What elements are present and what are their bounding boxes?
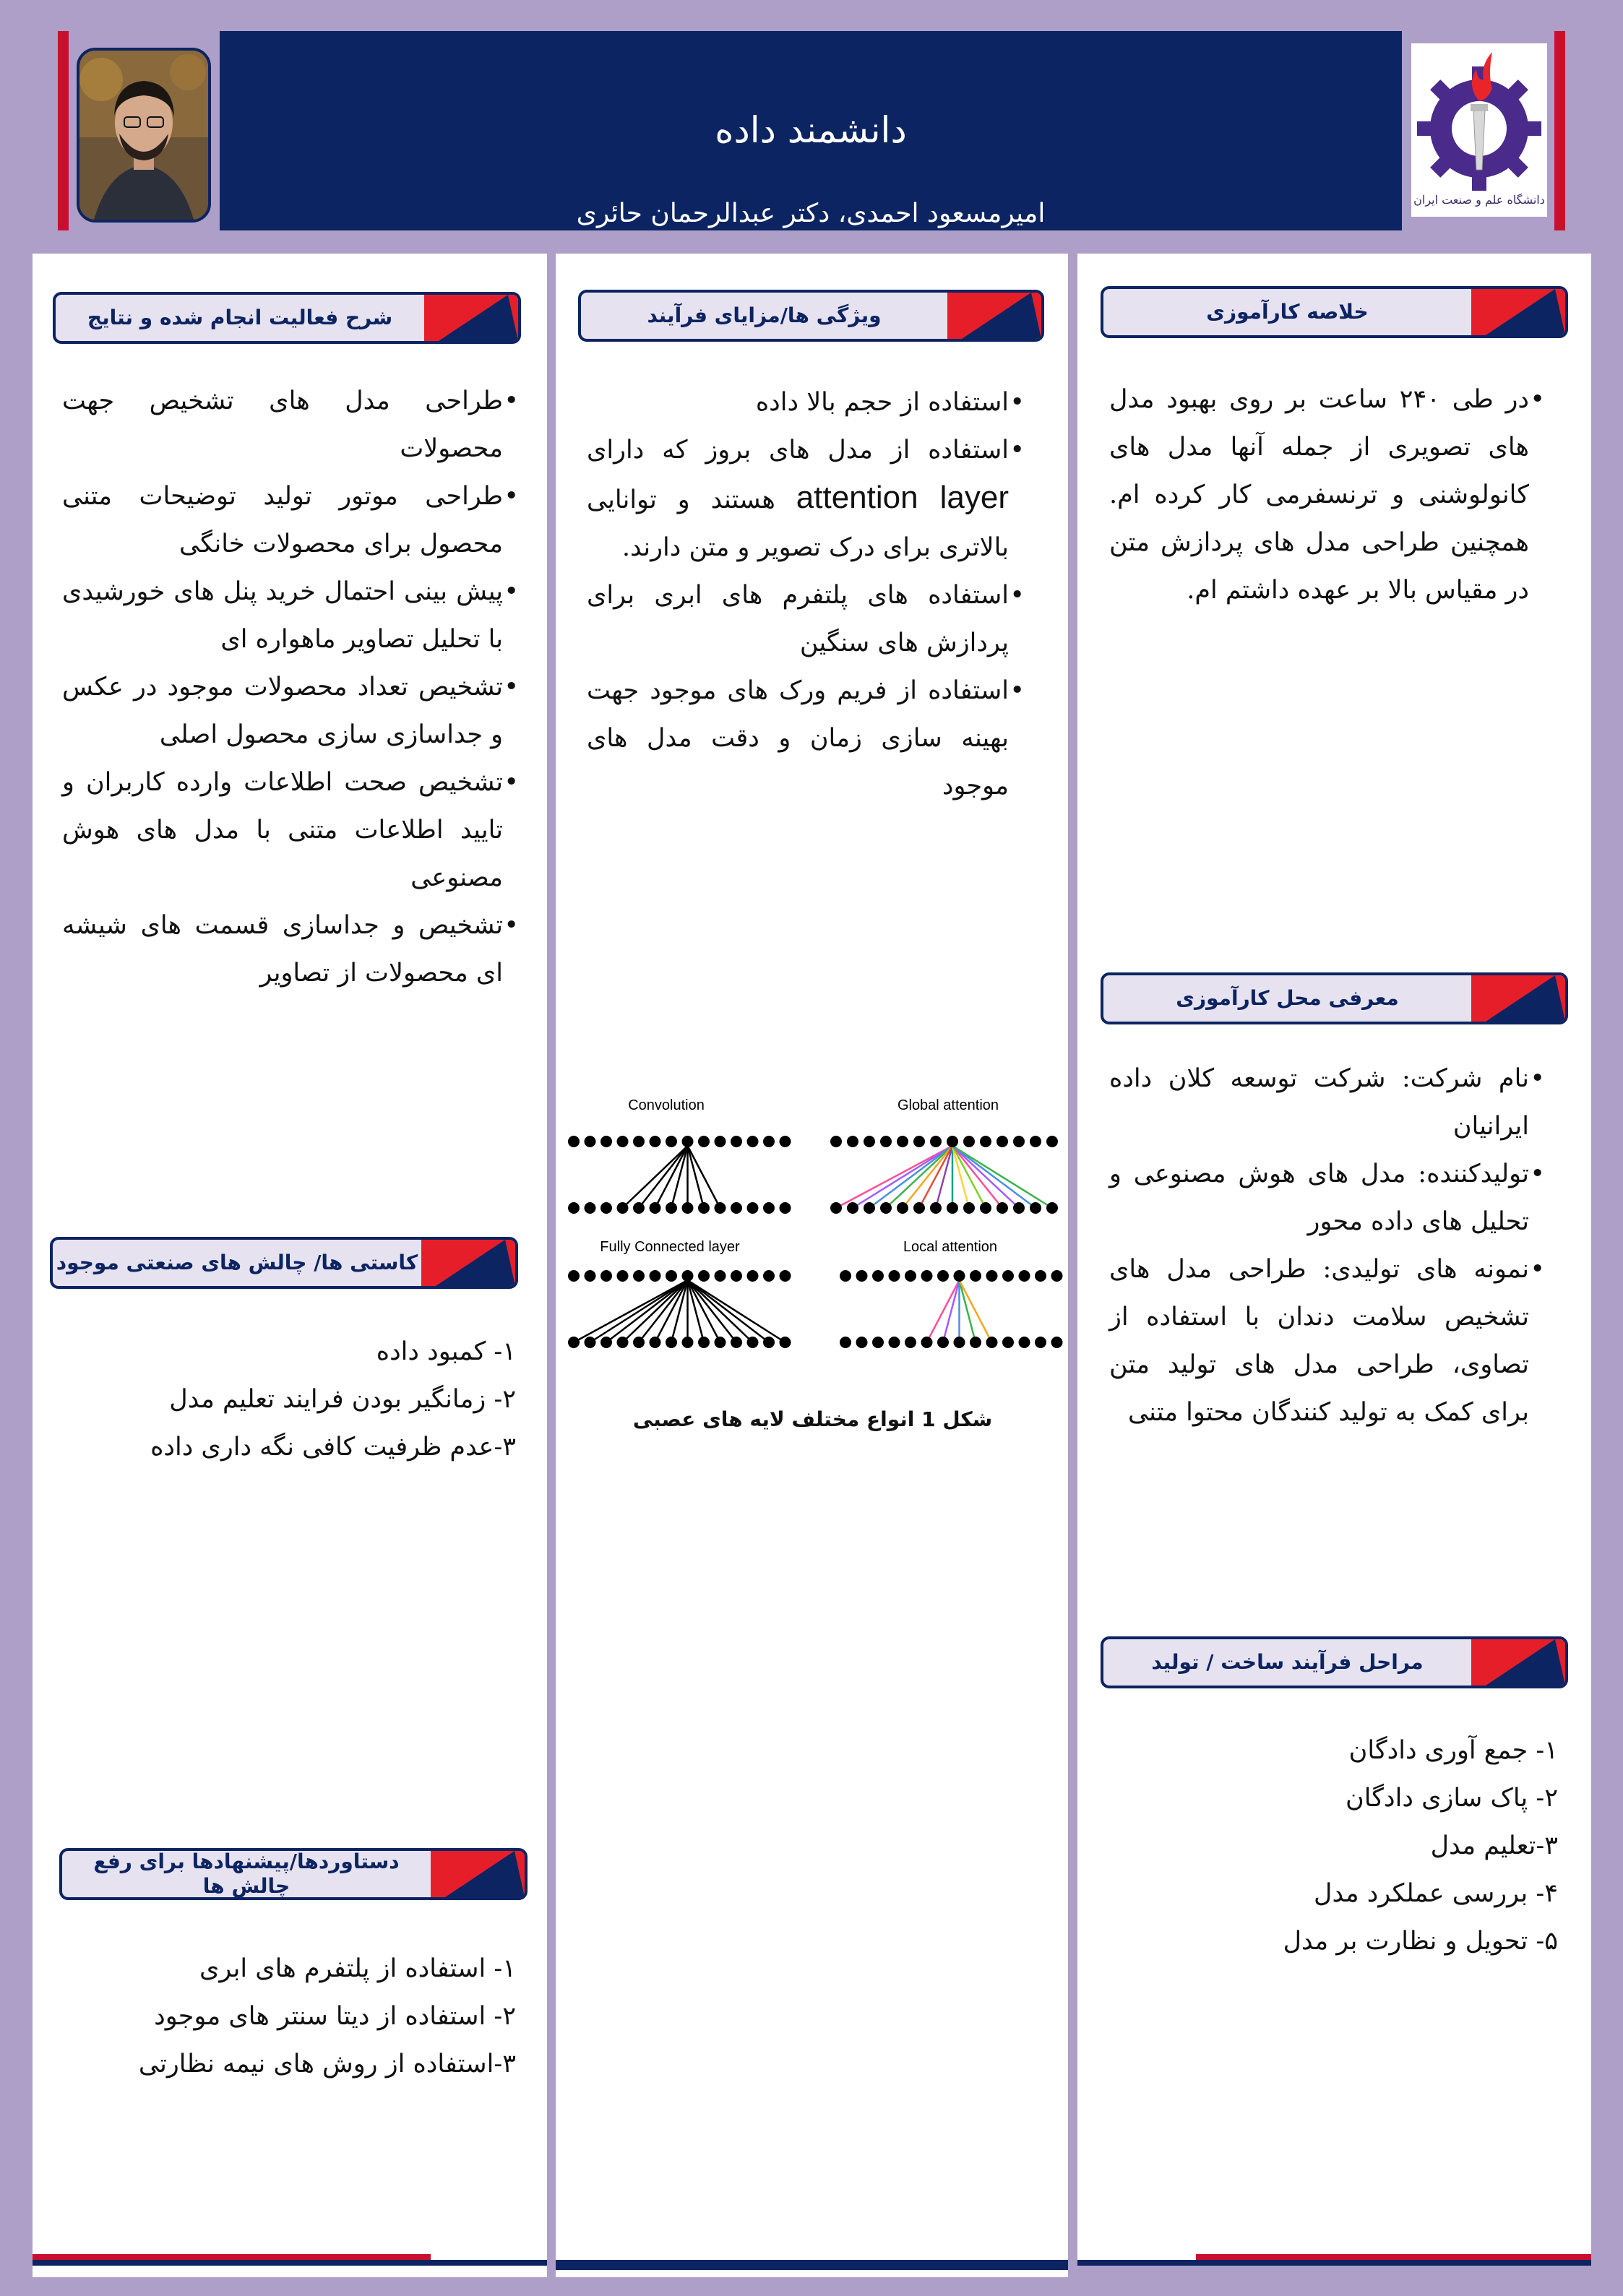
activity-bullet: • طراحی موتور تولید توضیحات متنی محصول برای محصولات خانگی: [62, 472, 519, 568]
feature-bullet: • استفاده های پلتفرم های ابری برای پردازش های سنگین: [587, 571, 1025, 667]
section-header-company: [1101, 972, 1568, 1024]
neuron-node: [682, 1136, 694, 1147]
company-text: [1109, 1055, 1545, 1436]
neuron-node: [905, 1270, 916, 1282]
company-bullet: • نام شرکت: شرکت توسعه کلان داده ایرانیان: [1109, 1055, 1545, 1150]
neuron-node: [980, 1202, 991, 1214]
neuron-node: [650, 1337, 661, 1348]
neuron-node: [970, 1270, 981, 1282]
poster-authors: امیرمسعود احمدی، دکتر عبدالرحمان حائری: [576, 199, 1046, 228]
neural-layer-figure: [558, 1091, 1067, 1365]
edge-line: [943, 1280, 960, 1342]
neuron-node: [698, 1202, 710, 1214]
neuron-node: [847, 1202, 858, 1214]
neuron-node: [666, 1136, 677, 1147]
activity-bullet: • تشخیص صحت اطلاعات وارده کاربران و تایید اطلاعات متنی با مدل های هوش مصنوعی: [62, 759, 519, 902]
neuron-node: [905, 1337, 916, 1348]
section-header-features: [578, 290, 1044, 342]
neuron-node: [600, 1337, 612, 1348]
neuron-node: [568, 1202, 580, 1214]
neuron-node: [840, 1337, 851, 1348]
challenge-item: ۲- زمانگیر بودن فرایند تعلیم مدل: [169, 1385, 516, 1414]
neuron-node: [937, 1270, 949, 1282]
neuron-node: [830, 1136, 842, 1147]
neuron-node: [897, 1202, 908, 1214]
neuron-node: [1035, 1337, 1046, 1348]
company-bullet: • تولیدکننده: مدل های هوش مصنوعی و تحلیل های داده محور: [1109, 1150, 1545, 1246]
edge-line: [927, 1280, 960, 1342]
neuron-node: [1051, 1270, 1063, 1282]
section-title: خلاصه کارآموزی: [1206, 300, 1369, 324]
neuron-node: [715, 1337, 726, 1348]
footer-stripe-navy-left: [33, 2260, 547, 2266]
edge-line: [688, 1146, 720, 1208]
activity-bullet: • پیش بینی احتمال خرید پنل های خورشیدی با تحلیل تصاویر ماهواره ای: [62, 568, 519, 663]
panel-label-global-attention: Global attention: [897, 1097, 999, 1113]
footer-stripe-navy-mid: [556, 2260, 1068, 2270]
panel-label-fully-connected: Fully Connected layer: [600, 1239, 740, 1255]
neuron-node: [715, 1202, 726, 1214]
neuron-node: [1013, 1136, 1025, 1147]
neuron-node: [872, 1337, 884, 1348]
neuron-node: [986, 1270, 998, 1282]
section-header-solutions: [59, 1848, 528, 1900]
university-torch-gear-logo-icon: [1411, 43, 1547, 217]
neuron-node: [780, 1202, 791, 1214]
footer-stripe-red-left: [33, 2254, 431, 2260]
solution-item: ۳-استفاده از روش های نیمه نظارتی: [138, 2050, 516, 2079]
neuron-node: [780, 1270, 791, 1282]
summary-bullet: • در طی ۲۴۰ ساعت بر روی بهبود مدل های تصویری از جمله آنها مدل های کانولوشنی و ترنسفرمی کار کرده ام. همچنین طراحی مدل های پردازش متن در مقیاس بالا بر عهده داشتم ام.: [1109, 376, 1545, 614]
neuron-node: [1046, 1202, 1058, 1214]
section-title: دستاوردها/پیشنهادها برای رفع چالش ها: [93, 1850, 400, 1898]
neuron-node: [763, 1136, 775, 1147]
solutions-list: [108, 1945, 516, 2088]
header-right-accent: [1554, 31, 1565, 230]
neuron-node: [913, 1136, 925, 1147]
university-logo: [1411, 43, 1547, 217]
activities-text: [62, 377, 519, 997]
section-title: معرفی محل کارآموزی: [1176, 986, 1399, 1010]
neuron-node: [880, 1136, 892, 1147]
logo-caption: دانشگاه علم و صنعت ایران: [1413, 193, 1545, 207]
neuron-node: [585, 1202, 596, 1214]
global-attention-diagram: [830, 1136, 1058, 1214]
neuron-node: [1046, 1136, 1058, 1147]
neuron-node: [847, 1136, 858, 1147]
company-bullet: • نمونه های تولیدی: طراحی مدل های تشخیص سلامت دندان با استفاده از تصاوی، طراحی مدل های تولید متن برای کمک به تولید کنندگان محتوا متنی: [1109, 1246, 1545, 1436]
local-attention-diagram: [840, 1270, 1063, 1348]
process-step: ۳-تعلیم مدل: [1430, 1831, 1558, 1860]
section-title: ویژگی ها/مزایای فرآیند: [647, 303, 882, 327]
neuron-node: [585, 1337, 596, 1348]
section-title: مراحل فرآیند ساخت / تولید: [1151, 1650, 1424, 1674]
neuron-node: [921, 1337, 933, 1348]
neuron-node: [617, 1270, 629, 1282]
edge-line: [952, 1146, 1019, 1208]
section-header-process: [1101, 1636, 1568, 1688]
neuron-node: [600, 1270, 612, 1282]
neuron-node: [954, 1337, 965, 1348]
neuron-node: [731, 1270, 742, 1282]
feature-text: هستند و توانایی بالاتری برای درک تصویر و متن دارند.: [587, 485, 1009, 562]
neuron-node: [947, 1136, 958, 1147]
neuron-node: [682, 1202, 694, 1214]
process-step: ۴- بررسی عملکرد مدل: [1314, 1879, 1558, 1908]
neuron-node: [666, 1202, 677, 1214]
feature-bullet: [587, 426, 1025, 571]
feature-text: استفاده از مدل های بروز که دارای: [587, 436, 1009, 465]
neuron-node: [600, 1202, 612, 1214]
neuron-node: [585, 1270, 596, 1282]
neuron-node: [568, 1337, 580, 1348]
neuron-node: [682, 1270, 694, 1282]
neuron-node: [682, 1337, 694, 1348]
neuron-node: [650, 1202, 661, 1214]
section-flag-icon: [1471, 1639, 1565, 1686]
neuron-node: [864, 1202, 875, 1214]
header-banner: [220, 31, 1402, 230]
portrait-photo-icon: [79, 51, 208, 220]
neuron-node: [963, 1202, 975, 1214]
section-flag-icon: [947, 293, 1041, 339]
features-text: [587, 379, 1025, 810]
footer-stripe-navy-right: [1077, 2260, 1591, 2266]
neuron-node: [698, 1270, 710, 1282]
neuron-node: [970, 1337, 981, 1348]
neuron-node: [986, 1337, 998, 1348]
neuron-node: [1019, 1337, 1030, 1348]
neuron-node: [1030, 1202, 1041, 1214]
convolution-diagram: [568, 1136, 791, 1214]
neuron-node: [880, 1202, 892, 1214]
panel-label-convolution: Convolution: [628, 1097, 705, 1113]
author-photo: [77, 48, 211, 223]
neuron-node: [830, 1202, 842, 1214]
neuron-node: [856, 1337, 868, 1348]
neuron-node: [963, 1136, 975, 1147]
neuron-node: [731, 1337, 742, 1348]
neuron-node: [1002, 1337, 1014, 1348]
process-step: ۵- تحویل و نظارت بر مدل: [1283, 1927, 1558, 1956]
neuron-node: [633, 1337, 645, 1348]
solution-item: ۲- استفاده از دیتا سنتر های موجود: [154, 2002, 516, 2031]
section-header-activities: [53, 292, 521, 344]
neuron-node: [666, 1270, 677, 1282]
neuron-node: [889, 1270, 900, 1282]
neuron-node: [930, 1136, 942, 1147]
neuron-node: [996, 1202, 1008, 1214]
challenge-item: ۱- کمبود داده: [376, 1337, 516, 1366]
neuron-node: [715, 1270, 726, 1282]
neuron-node: [617, 1337, 629, 1348]
neuron-node: [633, 1202, 645, 1214]
feature-bullet: • استفاده از حجم بالا داده: [587, 379, 1025, 426]
neuron-node: [650, 1136, 661, 1147]
edge-line: [655, 1146, 688, 1208]
neuron-node: [954, 1270, 965, 1282]
section-header-challenges: [50, 1237, 518, 1289]
edge-line: [688, 1146, 705, 1208]
solution-item: ۱- استفاده از پلتفرم های ابری: [199, 1954, 516, 1983]
neuron-node: [921, 1270, 933, 1282]
section-header-summary: [1101, 286, 1568, 338]
neuron-node: [947, 1202, 958, 1214]
attention-layer-term: attention layer: [796, 480, 1009, 515]
neuron-node: [747, 1337, 759, 1348]
neuron-node: [763, 1202, 775, 1214]
edge-line: [623, 1146, 688, 1208]
neuron-node: [666, 1337, 677, 1348]
process-list: [1228, 1727, 1558, 1965]
process-step: ۲- پاک سازی دادگان: [1346, 1784, 1558, 1813]
neuron-node: [856, 1270, 868, 1282]
neuron-node: [996, 1136, 1008, 1147]
neuron-node: [698, 1337, 710, 1348]
neuron-node: [650, 1270, 661, 1282]
neuron-node: [763, 1270, 775, 1282]
neuron-node: [980, 1136, 991, 1147]
neuron-node: [872, 1270, 884, 1282]
fully-connected-diagram: [568, 1270, 791, 1348]
neuron-node: [747, 1202, 759, 1214]
neuron-node: [747, 1136, 759, 1147]
panel-label-local-attention: Local attention: [903, 1239, 998, 1255]
neuron-node: [698, 1136, 710, 1147]
neuron-node: [633, 1270, 645, 1282]
poster-title: دانشمند داده: [715, 109, 907, 151]
activity-bullet: • طراحی مدل های تشخیص جهت محصولات: [62, 377, 519, 472]
neuron-node: [913, 1202, 925, 1214]
section-flag-icon: [424, 295, 518, 341]
neuron-node: [715, 1136, 726, 1147]
neuron-node: [731, 1136, 742, 1147]
edge-line: [960, 1280, 976, 1342]
neuron-node: [840, 1270, 851, 1282]
neuron-node: [1002, 1270, 1014, 1282]
neuron-node: [930, 1202, 942, 1214]
activity-bullet: • تشخیص و جداسازی قسمت های شیشه ای محصولات از تصاویر: [62, 902, 519, 997]
neuron-node: [633, 1136, 645, 1147]
section-flag-icon: [1471, 975, 1565, 1022]
challenge-item: ۳-عدم ظرفیت کافی نگه داری داده: [150, 1433, 516, 1462]
neuron-node: [568, 1136, 580, 1147]
neuron-node: [937, 1337, 949, 1348]
feature-bullet: • استفاده از فریم ورک های موجود جهت بهینه سازی زمان و دقت مدل های موجود: [587, 667, 1025, 810]
challenges-list: [108, 1328, 516, 1471]
neuron-node: [617, 1136, 629, 1147]
neuron-node: [1013, 1202, 1025, 1214]
neuron-node: [1051, 1337, 1063, 1348]
footer-stripe-red-right: [1196, 2254, 1591, 2260]
neuron-node: [747, 1270, 759, 1282]
neuron-node: [600, 1136, 612, 1147]
header-left-accent: [58, 31, 69, 230]
section-flag-icon: [1471, 289, 1565, 335]
neuron-node: [1019, 1270, 1030, 1282]
activity-bullet: • تشخیص تعداد محصولات موجود در عکس و جداسازی سازی محصول اصلی: [62, 663, 519, 759]
section-flag-icon: [421, 1240, 515, 1286]
section-title: کاستی ها/ چالش های صنعتی موجود: [56, 1251, 418, 1274]
neuron-node: [780, 1136, 791, 1147]
neuron-node: [1030, 1136, 1041, 1147]
section-title: شرح فعالیت انجام شده و نتایج: [87, 306, 393, 329]
figure-caption: شکل 1 انواع مختلف لایه های عصبی: [632, 1407, 993, 1431]
neuron-node: [763, 1337, 775, 1348]
neuron-node: [780, 1337, 791, 1348]
section-flag-icon: [431, 1851, 525, 1897]
neuron-node: [617, 1202, 629, 1214]
neuron-node: [731, 1202, 742, 1214]
neuron-node: [864, 1136, 875, 1147]
neuron-node: [897, 1136, 908, 1147]
neuron-node: [585, 1136, 596, 1147]
neuron-node: [889, 1337, 900, 1348]
neuron-node: [568, 1270, 580, 1282]
summary-text: [1109, 376, 1545, 614]
edge-line: [960, 1280, 992, 1342]
edge-line: [688, 1280, 753, 1342]
process-step: ۱- جمع آوری دادگان: [1348, 1736, 1558, 1765]
neuron-node: [1035, 1270, 1046, 1282]
